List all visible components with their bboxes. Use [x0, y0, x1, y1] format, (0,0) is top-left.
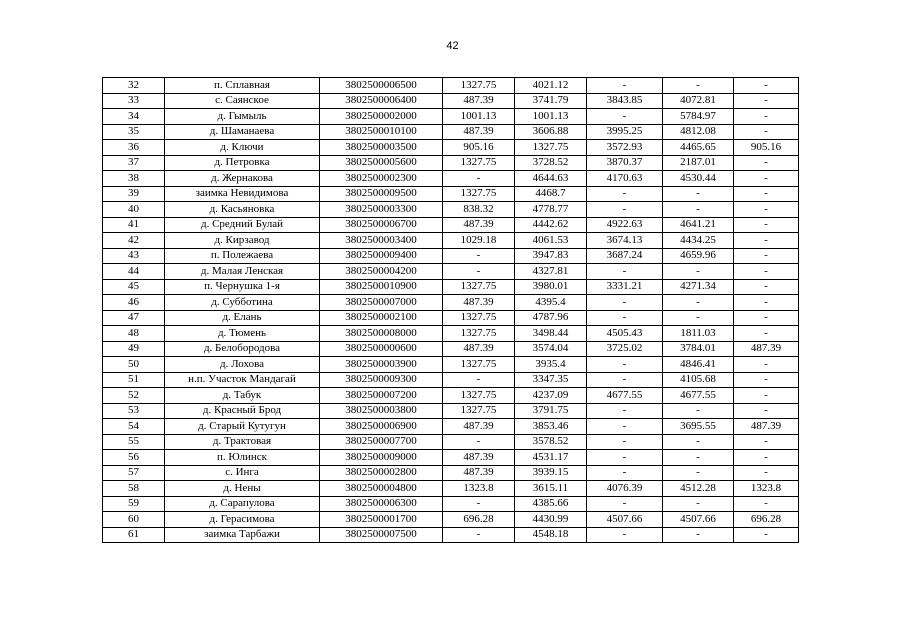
row-number-cell: 43	[103, 248, 165, 264]
table-body	[103, 78, 799, 543]
settlement-name-cell: п. Чернушка 1-я	[165, 279, 320, 295]
value-4-cell: 4641.21	[663, 217, 734, 233]
value-5-cell: -	[734, 388, 799, 404]
value-3-cell: 3331.21	[587, 279, 663, 295]
value-4-cell: -	[663, 264, 734, 280]
row-number-cell: 45	[103, 279, 165, 295]
value-5-cell: -	[734, 450, 799, 466]
code-cell: 3802500007200	[320, 388, 443, 404]
settlement-name-cell: д. Средний Булай	[165, 217, 320, 233]
table-row	[103, 372, 799, 388]
settlement-name-cell: д. Касьяновка	[165, 202, 320, 218]
settlement-name-cell: д. Белобородова	[165, 341, 320, 357]
value-1-cell: -	[443, 264, 515, 280]
value-4-cell: 2187.01	[663, 155, 734, 171]
value-4-cell: -	[663, 496, 734, 512]
settlement-name-cell: д. Трактовая	[165, 434, 320, 450]
row-number-cell: 47	[103, 310, 165, 326]
value-1-cell: 1327.75	[443, 155, 515, 171]
value-4-cell: -	[663, 450, 734, 466]
value-1-cell: -	[443, 372, 515, 388]
value-5-cell: -	[734, 78, 799, 94]
value-5-cell: -	[734, 171, 799, 187]
value-4-cell: 1811.03	[663, 326, 734, 342]
value-2-cell: 4061.53	[515, 233, 587, 249]
table-row	[103, 248, 799, 264]
code-cell: 3802500002000	[320, 109, 443, 125]
value-3-cell: -	[587, 372, 663, 388]
table-row	[103, 93, 799, 109]
row-number-cell: 34	[103, 109, 165, 125]
table-row	[103, 279, 799, 295]
value-3-cell: 3995.25	[587, 124, 663, 140]
settlement-name-cell: заимка Невидимова	[165, 186, 320, 202]
value-1-cell: 1323.8	[443, 481, 515, 497]
value-3-cell: -	[587, 403, 663, 419]
settlement-name-cell: д. Красный Брод	[165, 403, 320, 419]
row-number-cell: 51	[103, 372, 165, 388]
value-2-cell: 4787.96	[515, 310, 587, 326]
value-2-cell: 3980.01	[515, 279, 587, 295]
value-3-cell: -	[587, 202, 663, 218]
value-2-cell: 3347.35	[515, 372, 587, 388]
row-number-cell: 35	[103, 124, 165, 140]
page-number: 42	[446, 40, 459, 52]
value-3-cell: 3725.02	[587, 341, 663, 357]
code-cell: 3802500006300	[320, 496, 443, 512]
code-cell: 3802500002800	[320, 465, 443, 481]
row-number-cell: 56	[103, 450, 165, 466]
table-row	[103, 341, 799, 357]
value-1-cell: 1001.13	[443, 109, 515, 125]
code-cell: 3802500002300	[320, 171, 443, 187]
value-5-cell: -	[734, 202, 799, 218]
settlement-name-cell: с. Саянское	[165, 93, 320, 109]
value-1-cell: -	[443, 434, 515, 450]
value-2-cell: 4644.63	[515, 171, 587, 187]
value-3-cell: 4505.43	[587, 326, 663, 342]
row-number-cell: 55	[103, 434, 165, 450]
value-4-cell: 4434.25	[663, 233, 734, 249]
code-cell: 3802500004800	[320, 481, 443, 497]
table-row	[103, 202, 799, 218]
value-4-cell: 3695.55	[663, 419, 734, 435]
row-number-cell: 50	[103, 357, 165, 373]
row-number-cell: 36	[103, 140, 165, 156]
value-2-cell: 1001.13	[515, 109, 587, 125]
table-row	[103, 357, 799, 373]
value-1-cell: 487.39	[443, 465, 515, 481]
value-4-cell: 4271.34	[663, 279, 734, 295]
value-2-cell: 3606.88	[515, 124, 587, 140]
code-cell: 3802500000600	[320, 341, 443, 357]
settlement-name-cell: с. Инга	[165, 465, 320, 481]
code-cell: 3802500003300	[320, 202, 443, 218]
value-4-cell: 4507.66	[663, 512, 734, 528]
value-4-cell: -	[663, 310, 734, 326]
value-1-cell: 1029.18	[443, 233, 515, 249]
settlement-name-cell: заимка Тарбажи	[165, 527, 320, 543]
settlement-name-cell: д. Петровка	[165, 155, 320, 171]
table-row	[103, 326, 799, 342]
value-5-cell: -	[734, 295, 799, 311]
data-table	[102, 77, 799, 543]
value-5-cell: 1323.8	[734, 481, 799, 497]
value-5-cell: -	[734, 465, 799, 481]
code-cell: 3802500007700	[320, 434, 443, 450]
table-row	[103, 264, 799, 280]
value-3-cell: -	[587, 496, 663, 512]
table-row	[103, 388, 799, 404]
settlement-name-cell: д. Субботина	[165, 295, 320, 311]
code-cell: 3802500007500	[320, 527, 443, 543]
settlement-name-cell: д. Лохова	[165, 357, 320, 373]
value-3-cell: -	[587, 419, 663, 435]
value-2-cell: 4237.09	[515, 388, 587, 404]
row-number-cell: 49	[103, 341, 165, 357]
value-3-cell: -	[587, 186, 663, 202]
settlement-name-cell: д. Гымыль	[165, 109, 320, 125]
row-number-cell: 37	[103, 155, 165, 171]
row-number-cell: 58	[103, 481, 165, 497]
table-row	[103, 217, 799, 233]
value-1-cell: 487.39	[443, 341, 515, 357]
value-2-cell: 3853.46	[515, 419, 587, 435]
settlement-name-cell: п. Полежаева	[165, 248, 320, 264]
settlement-name-cell: д. Герасимова	[165, 512, 320, 528]
row-number-cell: 59	[103, 496, 165, 512]
code-cell: 3802500010100	[320, 124, 443, 140]
value-1-cell: 1327.75	[443, 357, 515, 373]
code-cell: 3802500008000	[320, 326, 443, 342]
value-2-cell: 3791.75	[515, 403, 587, 419]
value-1-cell: 487.39	[443, 450, 515, 466]
value-5-cell: -	[734, 264, 799, 280]
settlement-name-cell: д. Старый Кутугун	[165, 419, 320, 435]
value-3-cell: -	[587, 450, 663, 466]
value-3-cell: -	[587, 109, 663, 125]
value-3-cell: 4922.63	[587, 217, 663, 233]
code-cell: 3802500006400	[320, 93, 443, 109]
value-4-cell: -	[663, 78, 734, 94]
value-2-cell: 4385.66	[515, 496, 587, 512]
row-number-cell: 44	[103, 264, 165, 280]
value-3-cell: 3687.24	[587, 248, 663, 264]
value-2-cell: 4548.18	[515, 527, 587, 543]
table-row	[103, 140, 799, 156]
value-1-cell: 487.39	[443, 93, 515, 109]
code-cell: 3802500003800	[320, 403, 443, 419]
value-4-cell: 4677.55	[663, 388, 734, 404]
settlement-name-cell: п. Юлинск	[165, 450, 320, 466]
value-5-cell: -	[734, 357, 799, 373]
code-cell: 3802500002100	[320, 310, 443, 326]
value-5-cell: -	[734, 527, 799, 543]
table-row	[103, 419, 799, 435]
code-cell: 3802500006500	[320, 78, 443, 94]
code-cell: 3802500009000	[320, 450, 443, 466]
value-5-cell: -	[734, 233, 799, 249]
value-4-cell: -	[663, 186, 734, 202]
code-cell: 3802500004200	[320, 264, 443, 280]
value-3-cell: 3674.13	[587, 233, 663, 249]
value-4-cell: 3784.01	[663, 341, 734, 357]
value-2-cell: 4468.7	[515, 186, 587, 202]
table-row	[103, 78, 799, 94]
table-row	[103, 310, 799, 326]
table-row	[103, 124, 799, 140]
code-cell: 3802500010900	[320, 279, 443, 295]
value-1-cell: 838.32	[443, 202, 515, 218]
value-3-cell: -	[587, 78, 663, 94]
value-1-cell: 905.16	[443, 140, 515, 156]
value-5-cell: -	[734, 155, 799, 171]
value-2-cell: 3498.44	[515, 326, 587, 342]
value-2-cell: 3574.04	[515, 341, 587, 357]
value-3-cell: -	[587, 465, 663, 481]
value-5-cell: -	[734, 326, 799, 342]
table-row	[103, 496, 799, 512]
value-3-cell: 3572.93	[587, 140, 663, 156]
value-4-cell: -	[663, 465, 734, 481]
value-5-cell: -	[734, 124, 799, 140]
value-4-cell: -	[663, 202, 734, 218]
value-2-cell: 3578.52	[515, 434, 587, 450]
row-number-cell: 42	[103, 233, 165, 249]
value-5-cell: -	[734, 403, 799, 419]
row-number-cell: 48	[103, 326, 165, 342]
value-2-cell: 3741.79	[515, 93, 587, 109]
table-row	[103, 512, 799, 528]
value-1-cell: 1327.75	[443, 388, 515, 404]
code-cell: 3802500001700	[320, 512, 443, 528]
table-row	[103, 434, 799, 450]
code-cell: 3802500009300	[320, 372, 443, 388]
code-cell: 3802500006700	[320, 217, 443, 233]
value-1-cell: 487.39	[443, 295, 515, 311]
value-1-cell: -	[443, 527, 515, 543]
value-5-cell: -	[734, 279, 799, 295]
value-5-cell: 487.39	[734, 419, 799, 435]
value-5-cell: -	[734, 93, 799, 109]
settlement-name-cell: д. Ключи	[165, 140, 320, 156]
table-row	[103, 481, 799, 497]
row-number-cell: 38	[103, 171, 165, 187]
value-4-cell: 4105.68	[663, 372, 734, 388]
code-cell: 3802500003900	[320, 357, 443, 373]
value-4-cell: 4812.08	[663, 124, 734, 140]
value-1-cell: 1327.75	[443, 310, 515, 326]
value-5-cell: -	[734, 434, 799, 450]
value-2-cell: 3728.52	[515, 155, 587, 171]
value-1-cell: 1327.75	[443, 186, 515, 202]
value-2-cell: 3939.15	[515, 465, 587, 481]
value-3-cell: 4677.55	[587, 388, 663, 404]
table-row	[103, 450, 799, 466]
code-cell: 3802500007000	[320, 295, 443, 311]
value-2-cell: 4327.81	[515, 264, 587, 280]
settlement-name-cell: д. Нены	[165, 481, 320, 497]
value-1-cell: 1327.75	[443, 326, 515, 342]
value-2-cell: 1327.75	[515, 140, 587, 156]
value-2-cell: 4021.12	[515, 78, 587, 94]
value-4-cell: -	[663, 527, 734, 543]
settlement-name-cell: д. Шаманаева	[165, 124, 320, 140]
settlement-name-cell: д. Тюмень	[165, 326, 320, 342]
table-row	[103, 403, 799, 419]
value-4-cell: 5784.97	[663, 109, 734, 125]
table-row	[103, 186, 799, 202]
value-5-cell: 905.16	[734, 140, 799, 156]
value-1-cell: 487.39	[443, 217, 515, 233]
value-4-cell: -	[663, 295, 734, 311]
settlement-name-cell: п. Сплавная	[165, 78, 320, 94]
value-2-cell: 3935.4	[515, 357, 587, 373]
value-3-cell: 4507.66	[587, 512, 663, 528]
settlement-name-cell: н.п. Участок Мандагай	[165, 372, 320, 388]
table-row	[103, 233, 799, 249]
row-number-cell: 46	[103, 295, 165, 311]
row-number-cell: 61	[103, 527, 165, 543]
value-5-cell: -	[734, 217, 799, 233]
value-3-cell: 4170.63	[587, 171, 663, 187]
value-4-cell: 4465.65	[663, 140, 734, 156]
settlement-name-cell: д. Табук	[165, 388, 320, 404]
code-cell: 3802500009500	[320, 186, 443, 202]
value-3-cell: -	[587, 527, 663, 543]
value-3-cell: 3870.37	[587, 155, 663, 171]
row-number-cell: 39	[103, 186, 165, 202]
value-5-cell: -	[734, 310, 799, 326]
settlement-name-cell: д. Жернакова	[165, 171, 320, 187]
value-5-cell: -	[734, 186, 799, 202]
value-2-cell: 4531.17	[515, 450, 587, 466]
value-2-cell: 4778.77	[515, 202, 587, 218]
table-row	[103, 295, 799, 311]
row-number-cell: 52	[103, 388, 165, 404]
value-5-cell: -	[734, 496, 799, 512]
table-row	[103, 171, 799, 187]
row-number-cell: 33	[103, 93, 165, 109]
value-5-cell: -	[734, 372, 799, 388]
value-2-cell: 3947.83	[515, 248, 587, 264]
value-4-cell: 4512.28	[663, 481, 734, 497]
value-1-cell: 1327.75	[443, 279, 515, 295]
value-1-cell: 1327.75	[443, 78, 515, 94]
row-number-cell: 53	[103, 403, 165, 419]
value-2-cell: 3615.11	[515, 481, 587, 497]
code-cell: 3802500003400	[320, 233, 443, 249]
table-row	[103, 527, 799, 543]
row-number-cell: 57	[103, 465, 165, 481]
value-1-cell: -	[443, 171, 515, 187]
value-4-cell: 4659.96	[663, 248, 734, 264]
value-3-cell: -	[587, 310, 663, 326]
row-number-cell: 60	[103, 512, 165, 528]
table-row	[103, 465, 799, 481]
value-4-cell: 4530.44	[663, 171, 734, 187]
settlement-name-cell: д. Малая Ленская	[165, 264, 320, 280]
value-1-cell: -	[443, 248, 515, 264]
value-1-cell: 696.28	[443, 512, 515, 528]
value-4-cell: -	[663, 403, 734, 419]
value-3-cell: -	[587, 264, 663, 280]
code-cell: 3802500005600	[320, 155, 443, 171]
table-row	[103, 155, 799, 171]
code-cell: 3802500009400	[320, 248, 443, 264]
value-3-cell: 4076.39	[587, 481, 663, 497]
value-2-cell: 4430.99	[515, 512, 587, 528]
value-1-cell: -	[443, 496, 515, 512]
value-1-cell: 1327.75	[443, 403, 515, 419]
value-5-cell: 696.28	[734, 512, 799, 528]
value-2-cell: 4395.4	[515, 295, 587, 311]
settlement-name-cell: д. Кирзавод	[165, 233, 320, 249]
value-5-cell: -	[734, 109, 799, 125]
value-1-cell: 487.39	[443, 124, 515, 140]
row-number-cell: 54	[103, 419, 165, 435]
value-4-cell: 4846.41	[663, 357, 734, 373]
value-4-cell: -	[663, 434, 734, 450]
value-3-cell: -	[587, 434, 663, 450]
table-row	[103, 109, 799, 125]
settlement-name-cell: д. Елань	[165, 310, 320, 326]
row-number-cell: 41	[103, 217, 165, 233]
value-4-cell: 4072.81	[663, 93, 734, 109]
value-1-cell: 487.39	[443, 419, 515, 435]
value-2-cell: 4442.62	[515, 217, 587, 233]
settlement-name-cell: д. Сарапулова	[165, 496, 320, 512]
row-number-cell: 32	[103, 78, 165, 94]
value-3-cell: 3843.85	[587, 93, 663, 109]
value-3-cell: -	[587, 357, 663, 373]
row-number-cell: 40	[103, 202, 165, 218]
code-cell: 3802500006900	[320, 419, 443, 435]
value-5-cell: 487.39	[734, 341, 799, 357]
value-3-cell: -	[587, 295, 663, 311]
code-cell: 3802500003500	[320, 140, 443, 156]
value-5-cell: -	[734, 248, 799, 264]
